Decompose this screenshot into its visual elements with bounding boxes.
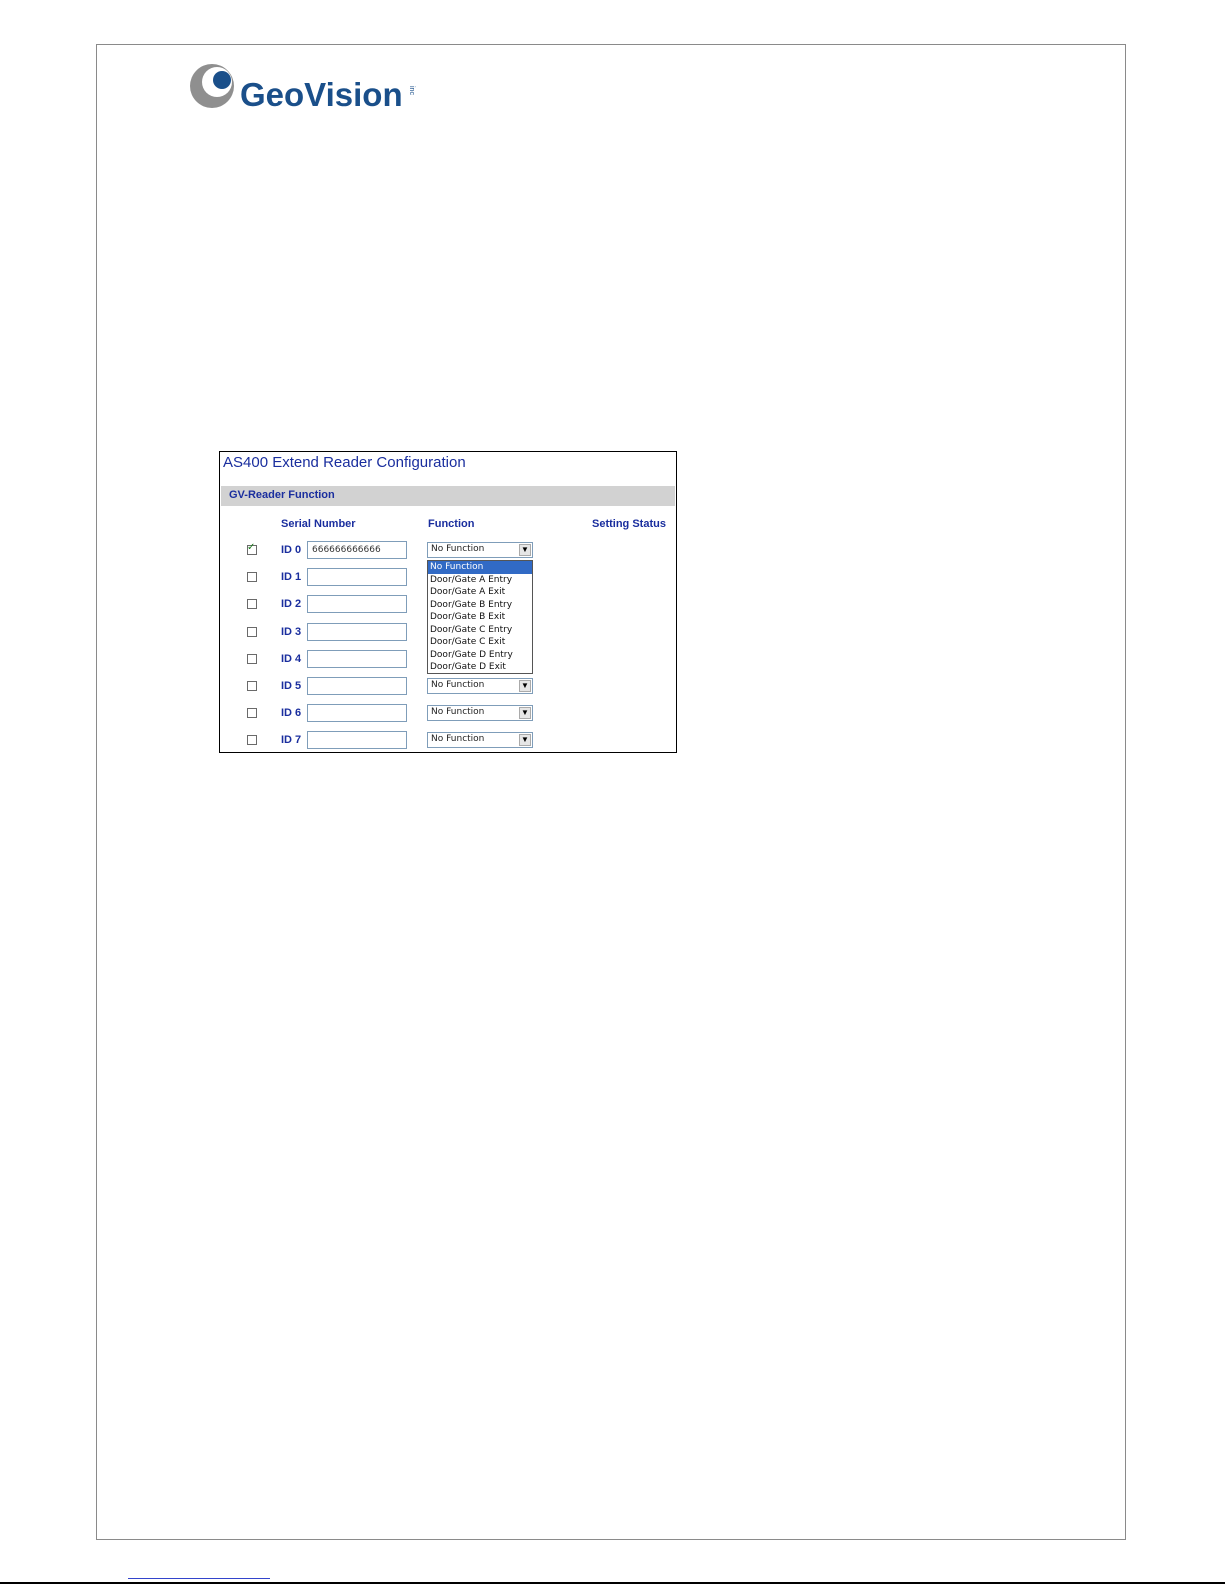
logo-text: GeoVision [240,76,403,113]
chevron-down-icon[interactable]: ▼ [519,544,531,556]
reader-id-label: ID 6 [281,707,302,719]
reader-row [220,703,676,725]
enable-checkbox[interactable] [247,681,257,691]
section-title: GV-Reader Function [229,489,335,501]
chevron-down-icon[interactable]: ▼ [519,680,531,692]
enable-checkbox[interactable] [247,542,257,555]
function-select-value: No Function [431,707,485,717]
checkmark-icon: ✓ [247,542,256,553]
panel-title: AS400 Extend Reader Configuration [223,454,466,471]
dropdown-option[interactable]: Door/Gate C Exit [430,637,506,647]
serial-number-input[interactable] [307,704,407,722]
serial-number-input[interactable] [307,623,407,641]
reader-row [220,540,676,562]
section-header [221,486,675,506]
chevron-down-icon[interactable]: ▼ [519,734,531,746]
column-header-function: Function [428,518,475,530]
dropdown-option[interactable]: Door/Gate B Exit [430,612,506,622]
serial-number-input[interactable] [307,731,407,749]
function-select-value: No Function [431,734,485,744]
page-frame [96,44,1126,1540]
reader-id-label: ID 5 [281,680,302,692]
enable-checkbox[interactable] [247,708,257,718]
reader-id-label: ID 7 [281,734,302,746]
reader-id-label: ID 2 [281,598,302,610]
column-header-serial: Serial Number [281,518,356,530]
chevron-down-icon[interactable]: ▼ [519,707,531,719]
footer-rule [0,1582,1225,1584]
serial-number-input[interactable] [307,595,407,613]
enable-checkbox[interactable] [247,627,257,637]
dropdown-option[interactable]: Door/Gate C Entry [430,624,513,635]
serial-number-input[interactable] [307,677,407,695]
function-dropdown-list[interactable] [427,560,533,674]
serial-number-input[interactable] [307,568,407,586]
reader-id-label: ID 4 [281,653,302,665]
dropdown-option[interactable]: Door/Gate D Exit [430,662,506,672]
enable-checkbox[interactable] [247,654,257,664]
dropdown-option[interactable]: Door/Gate A Entry [430,574,513,585]
enable-checkbox[interactable] [247,735,257,745]
dropdown-option[interactable]: No Function [428,561,532,574]
reader-config-panel [219,451,677,753]
reader-id-label: ID 3 [281,626,302,638]
logo-suffix: inc [408,86,415,95]
serial-number-input[interactable]: 666666666666 [307,541,407,559]
serial-number-input[interactable] [307,650,407,668]
enable-checkbox[interactable] [247,572,257,582]
reader-row [220,730,676,752]
column-header-status: Setting Status [592,518,666,530]
dropdown-option[interactable]: Door/Gate D Entry [430,649,513,660]
function-select[interactable] [427,705,533,721]
dropdown-option[interactable]: Door/Gate B Entry [430,599,513,610]
reader-id-label: ID 0 [281,544,302,556]
reader-id-label: ID 1 [281,571,302,583]
function-select[interactable] [427,732,533,748]
function-select[interactable] [427,542,533,558]
function-select-value: No Function [431,680,485,690]
function-select[interactable] [427,678,533,694]
function-select-value: No Function [431,544,485,554]
geovision-logo [188,60,418,116]
dropdown-option[interactable]: Door/Gate A Exit [430,587,506,597]
footer-link-underline [128,1578,270,1579]
reader-row [220,676,676,698]
enable-checkbox[interactable] [247,599,257,609]
